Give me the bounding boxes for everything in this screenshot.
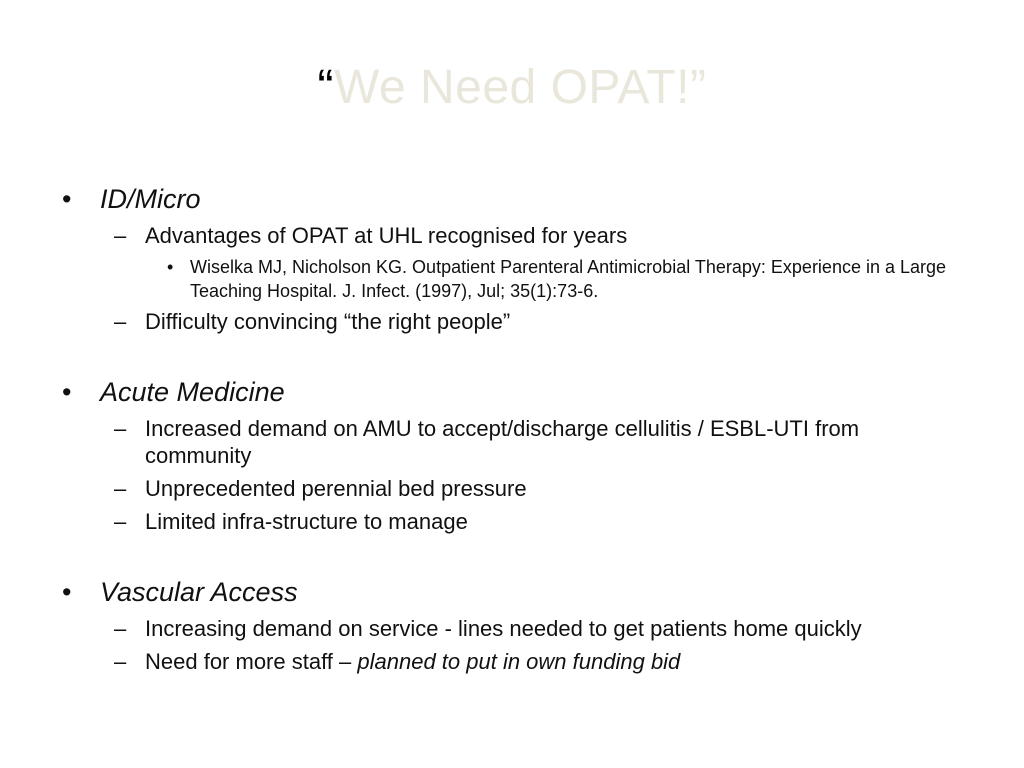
section-heading-acute-medicine: • Acute Medicine bbox=[60, 376, 960, 408]
list-item: – Increased demand on AMU to accept/discharge cellulitis / ESBL-UTI from community bbox=[60, 416, 960, 470]
list-item: – Difficulty convincing “the right people” bbox=[60, 309, 960, 336]
bullet-list bbox=[60, 183, 960, 676]
list-item-emphasis: planned to put in own funding bid bbox=[357, 648, 681, 674]
title-text: We Need OPAT!” bbox=[334, 61, 707, 114]
list-item-text: Need for more staff – bbox=[145, 648, 358, 674]
list-item: – Advantages of OPAT at UHL recognised for years bbox=[60, 223, 960, 250]
section-heading-vascular-access: • Vascular Access bbox=[60, 576, 960, 608]
title-open-quote: “ bbox=[317, 61, 335, 114]
list-item: – Increasing demand on service - lines needed to get patients home quickly bbox=[60, 616, 960, 643]
list-item bbox=[60, 649, 960, 676]
section-heading-id-micro: • ID/Micro bbox=[60, 183, 960, 215]
list-item: – Limited infra-structure to manage bbox=[60, 509, 960, 536]
list-item: – Unprecedented perennial bed pressure bbox=[60, 476, 960, 503]
slide-title bbox=[0, 62, 1024, 115]
reference-citation: • Wiselka MJ, Nicholson KG. Outpatient Parenteral Antimicrobial Therapy: Experience in a Large Teaching Hospital. J. Infect. (1997), Jul; 35(1):73-6. bbox=[60, 256, 960, 303]
